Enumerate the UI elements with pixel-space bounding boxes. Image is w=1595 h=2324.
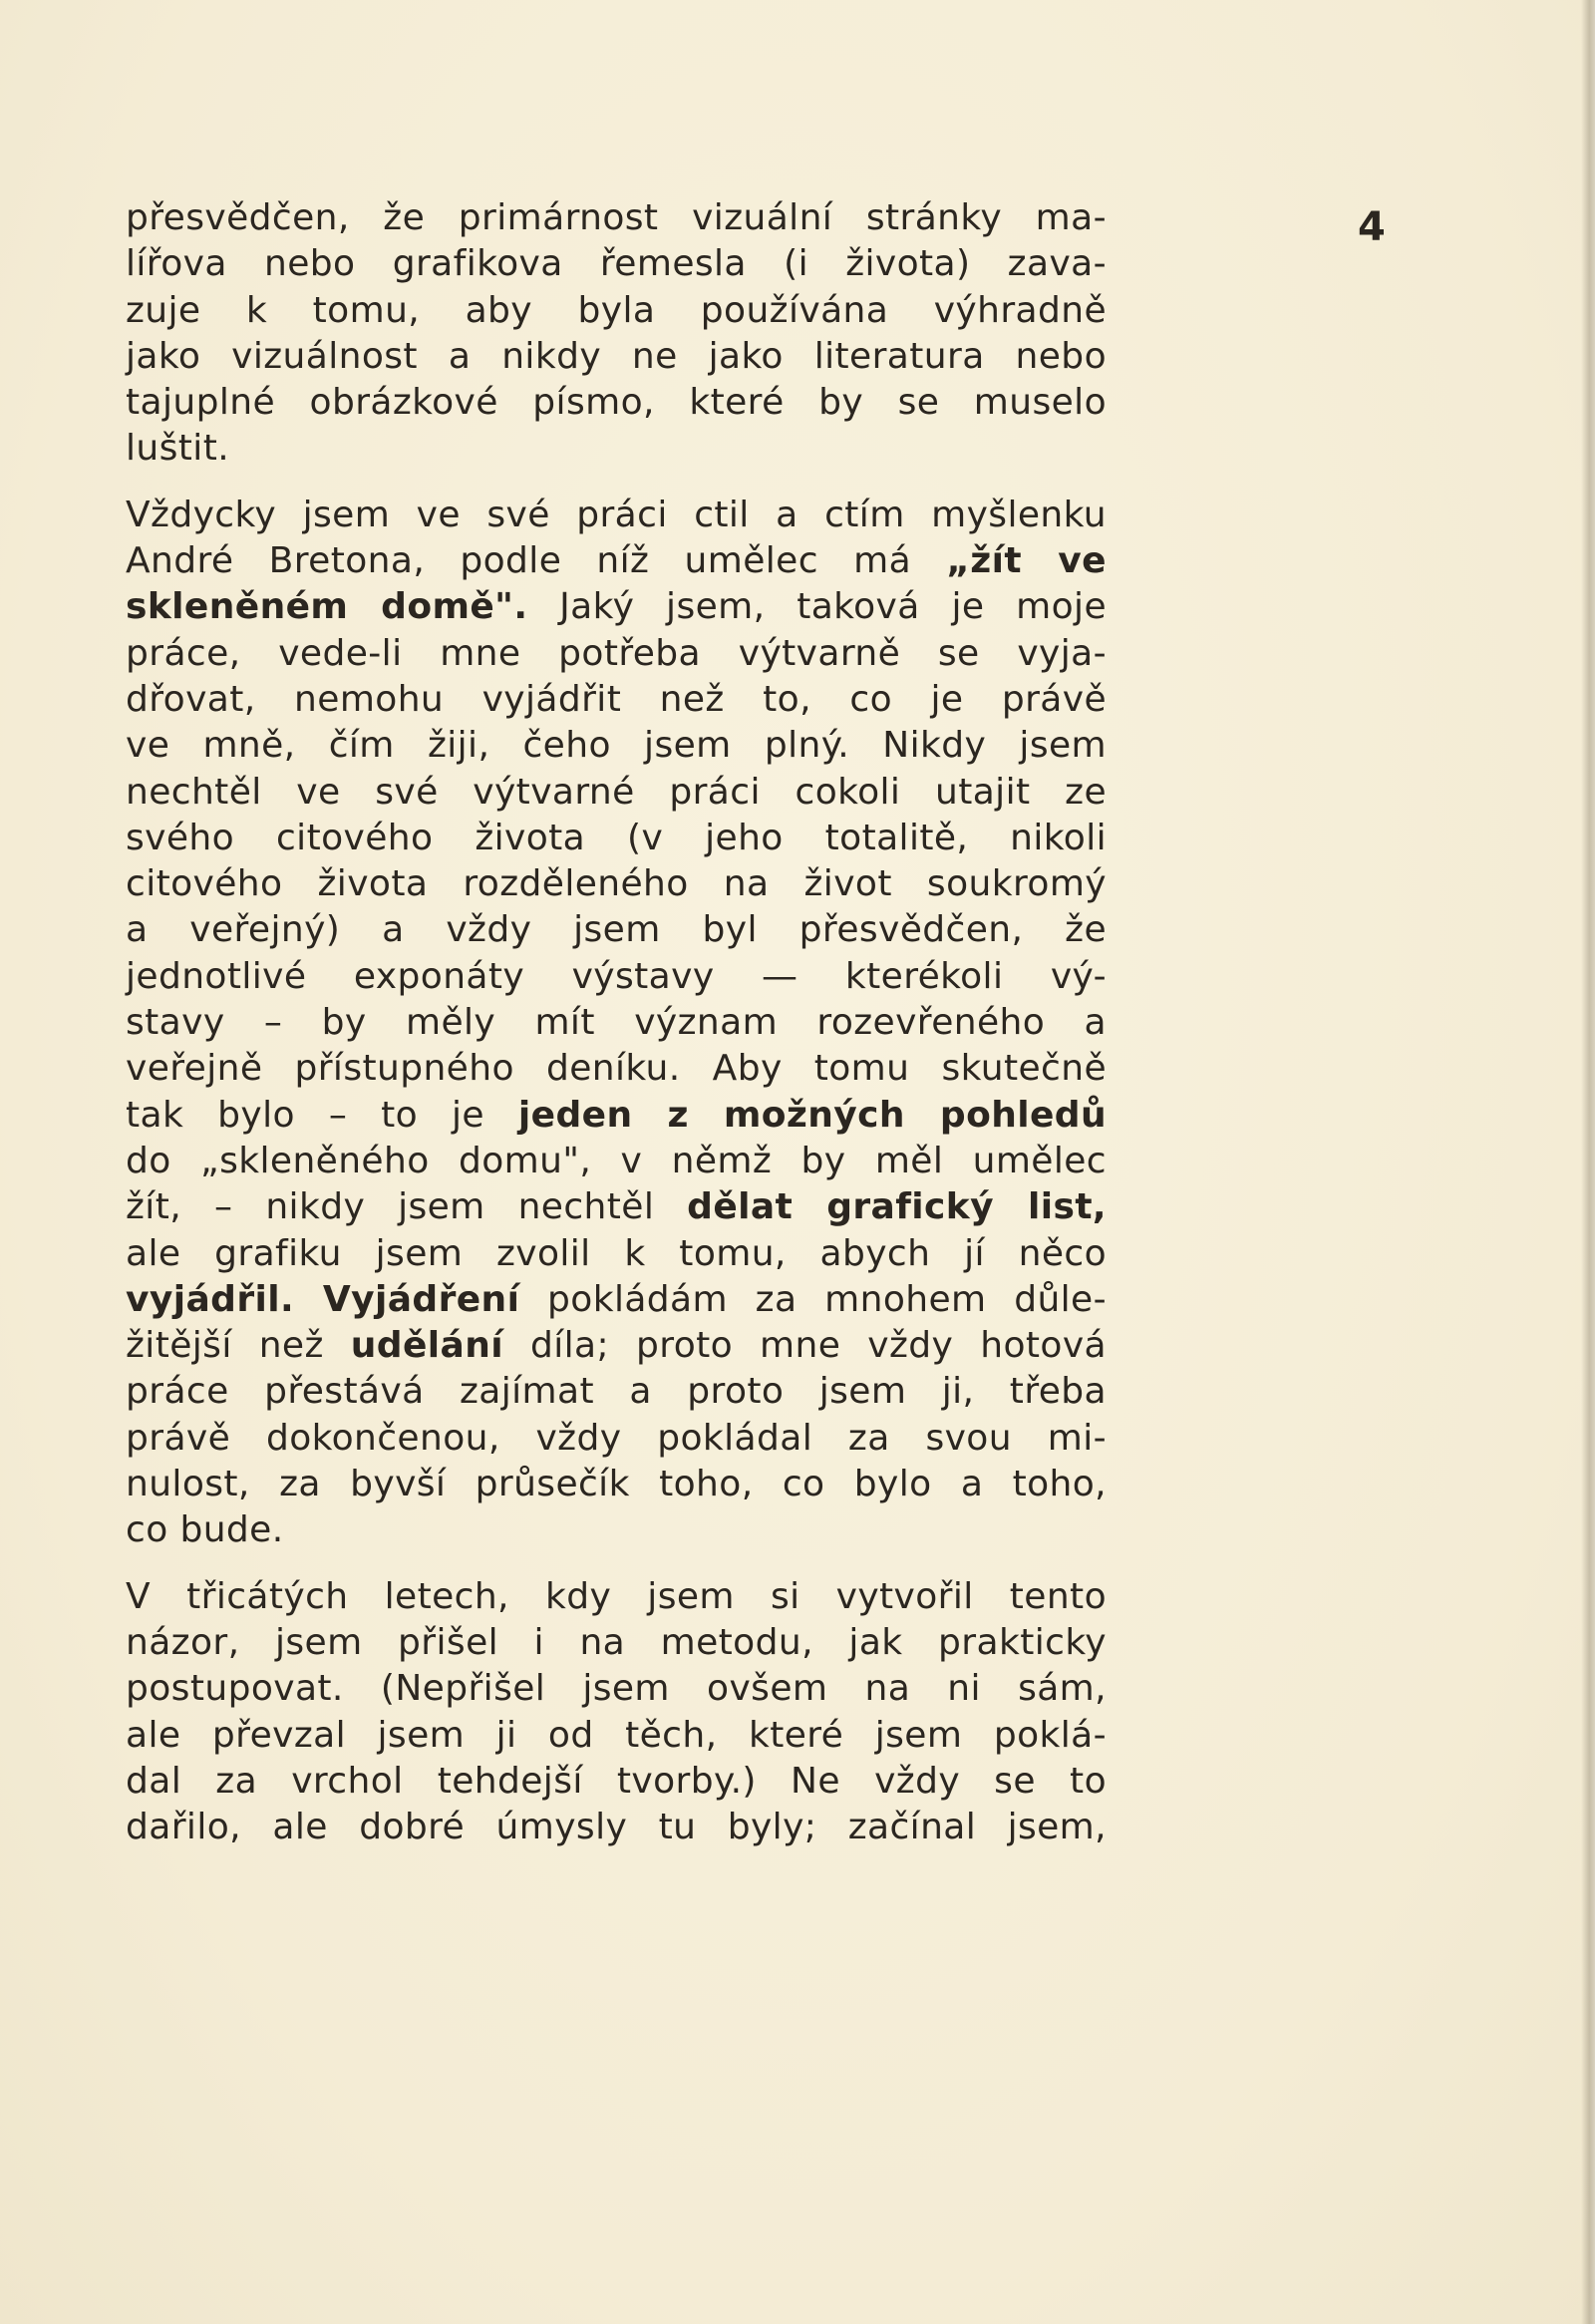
text-line — [126, 241, 1107, 287]
text-segment: postupovat. (Nepřišel jsem ovšem na ni sám, — [126, 1668, 1107, 1710]
text-line — [126, 195, 1107, 241]
page-number: 4 — [1358, 204, 1386, 250]
text-segment: pokládám za mnohem důle- — [519, 1278, 1107, 1320]
text-line — [126, 1620, 1107, 1666]
text-line — [126, 493, 1107, 538]
text-segment: a veřejný) a vždy jsem byl přesvědčen, že — [126, 909, 1107, 951]
text-line — [126, 1462, 1107, 1507]
text-line — [126, 1713, 1107, 1759]
body-text — [126, 195, 1107, 1870]
text-line — [126, 288, 1107, 334]
text-segment: názor, jsem přišel i na metodu, jak prakticky — [126, 1621, 1107, 1663]
text-line — [126, 1277, 1107, 1323]
text-segment: stavy – by měly mít význam rozevřeného a — [126, 1002, 1107, 1044]
text-segment: dřovat, nemohu vyjádřit než to, co je právě — [126, 678, 1107, 720]
text-line — [126, 1231, 1107, 1277]
text-line — [126, 1323, 1107, 1369]
text-line — [126, 1574, 1107, 1620]
text-segment: žít, – nikdy jsem nechtěl — [126, 1186, 688, 1228]
paragraph — [126, 1574, 1107, 1851]
page-edge-shadow — [1581, 0, 1595, 2324]
text-segment: žitější než — [126, 1325, 351, 1367]
paragraph — [126, 195, 1107, 473]
paragraph — [126, 493, 1107, 1554]
text-segment: dal za vrchol tehdejší tvorby.) Ne vždy se to — [126, 1760, 1107, 1802]
text-line — [126, 723, 1107, 769]
text-line — [126, 426, 1107, 472]
text-segment: jednotlivé exponáty výstavy — kterékoli vý- — [126, 955, 1107, 997]
text-segment: zuje k tomu, aby byla používána výhradně — [126, 289, 1107, 331]
text-line — [126, 1369, 1107, 1415]
text-segment: práce, vede-li mne potřeba výtvarně se vyja- — [126, 632, 1107, 674]
text-segment: nechtěl ve své výtvarné práci cokoli utajit ze — [126, 771, 1107, 813]
text-line — [126, 1093, 1107, 1139]
text-line — [126, 1666, 1107, 1712]
text-line — [126, 1759, 1107, 1805]
text-segment: co bude. — [126, 1509, 284, 1551]
text-segment: do „skleněného domu", v němž by měl umělec — [126, 1140, 1107, 1181]
bold-text: vyjádřil. Vyjádření — [126, 1278, 520, 1320]
bold-text: jeden z možných pohledů — [517, 1094, 1108, 1136]
text-line — [126, 538, 1107, 584]
text-line — [126, 770, 1107, 816]
text-line — [126, 584, 1107, 630]
text-line — [126, 1416, 1107, 1462]
text-line — [126, 334, 1107, 380]
text-line — [126, 631, 1107, 677]
bold-text: skleněném domě". — [126, 586, 528, 628]
text-segment: lířova nebo grafikova řemesla (i života) zava- — [126, 243, 1107, 285]
text-segment: jako vizuálnost a nikdy ne jako literatura nebo — [126, 335, 1107, 377]
text-segment: ale převzal jsem ji od těch, které jsem poklá- — [126, 1714, 1107, 1756]
text-segment: André Bretona, podle níž umělec má — [126, 540, 947, 582]
text-segment: tajuplné obrázkové písmo, které by se muselo — [126, 382, 1107, 424]
text-line — [126, 1139, 1107, 1184]
text-line — [126, 1184, 1107, 1230]
text-segment: právě dokončenou, vždy pokládal za svou mi- — [126, 1417, 1107, 1459]
text-line — [126, 1000, 1107, 1046]
text-line — [126, 677, 1107, 723]
text-segment: dařilo, ale dobré úmysly tu byly; začínal jsem, — [126, 1807, 1107, 1848]
bold-text: udělání — [350, 1325, 503, 1367]
text-segment: přesvědčen, že primárnost vizuální stránky ma- — [126, 197, 1107, 238]
text-line — [126, 1046, 1107, 1092]
text-segment: práce přestává zajímat a proto jsem ji, třeba — [126, 1371, 1107, 1413]
text-segment: V třicátých letech, kdy jsem si vytvořil tento — [126, 1575, 1107, 1617]
text-line — [126, 907, 1107, 953]
text-segment: veřejně přístupného deníku. Aby tomu skutečně — [126, 1048, 1107, 1090]
text-segment: Jaký jsem, taková je moje — [527, 586, 1107, 628]
text-segment: luštit. — [126, 428, 230, 470]
text-segment: svého citového života (v jeho totalitě, nikoli — [126, 817, 1107, 858]
text-line — [126, 1507, 1107, 1553]
text-line — [126, 954, 1107, 1000]
text-line — [126, 861, 1107, 907]
text-segment: citového života rozděleného na život soukromý — [126, 863, 1107, 905]
bold-text: dělat grafický list, — [687, 1186, 1108, 1228]
text-segment: ale grafiku jsem zvolil k tomu, abych jí něco — [126, 1232, 1107, 1274]
text-line — [126, 1805, 1107, 1850]
bold-text: „žít ve — [946, 540, 1107, 582]
text-segment: díla; proto mne vždy hotová — [503, 1325, 1107, 1367]
text-segment: Vždycky jsem ve své práci ctil a ctím myšlenku — [126, 494, 1107, 535]
text-line — [126, 816, 1107, 861]
text-line — [126, 380, 1107, 426]
text-segment: tak bylo – to je — [126, 1094, 518, 1136]
text-segment: ve mně, čím žiji, čeho jsem plný. Nikdy jsem — [126, 725, 1107, 767]
text-segment: nulost, za byvší průsečík toho, co bylo a toho, — [126, 1464, 1107, 1505]
